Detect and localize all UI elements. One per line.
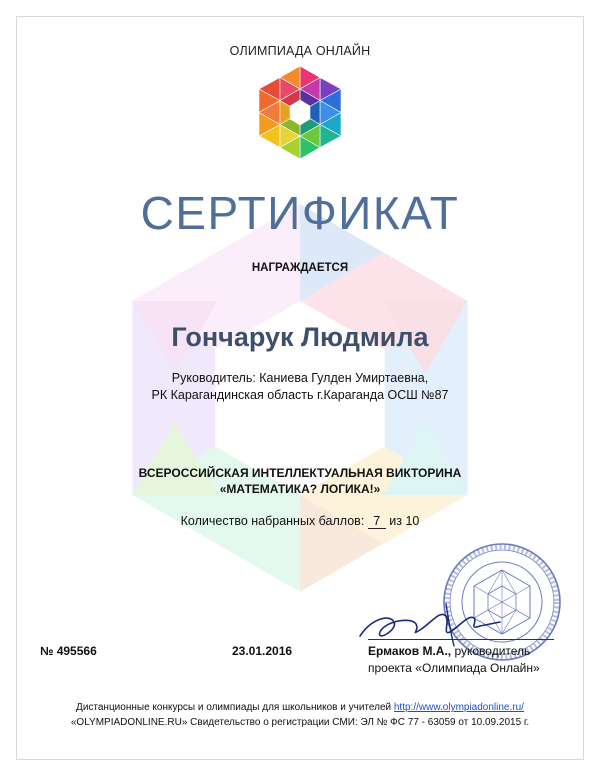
signer-role-part2: проекта «Олимпиада Онлайн»: [368, 661, 540, 675]
awarded-label: НАГРАЖДАЕТСЯ: [251, 262, 349, 274]
contest-title-line1: ВСЕРОССИЙСКАЯ ИНТЕЛЛЕКТУАЛЬНАЯ ВИКТОРИНА: [138, 466, 462, 480]
signer-line1: [368, 644, 530, 658]
recipient-name: Гончарук Людмила: [171, 322, 429, 352]
footer-line2: «OLYMPIADONLINE.RU» Свидетельство о регистрации СМИ: ЭЛ № ФС 77 - 63059 от 10.09.2015 г.: [70, 717, 530, 728]
hexagon-logo-icon: [257, 64, 343, 161]
score-line: [0, 514, 600, 529]
certificate-date: 23.01.2016: [232, 644, 293, 658]
signature-line: [368, 639, 554, 640]
score-of: из 10: [389, 514, 420, 528]
signer-name: Ермаков М.А.,: [368, 644, 452, 658]
certificate-number: № 495566: [40, 644, 97, 658]
footer-text: Дистанционные конкурсы и олимпиады для школьников и учителей: [76, 702, 394, 713]
website-link[interactable]: http://www.olympiadonline.ru/: [393, 702, 524, 713]
brand-name: ОЛИМПИАДА ОНЛАЙН: [229, 44, 371, 58]
certificate-title: СЕРТИФИКАТ: [140, 187, 460, 239]
signer-role-part1: руководитель: [451, 644, 531, 658]
footer-line1: [0, 702, 600, 713]
score-label: Количество набранных баллов:: [180, 514, 365, 528]
score-value: 7: [368, 514, 386, 529]
organization-line: РК Карагандинская область г.Караганда ОСШ №87: [151, 388, 449, 402]
leader-line: Руководитель: Каниева Гулден Умиртаевна,: [171, 371, 429, 385]
contest-title-line2: «МАТЕМАТИКА? ЛОГИКА!»: [219, 482, 381, 496]
